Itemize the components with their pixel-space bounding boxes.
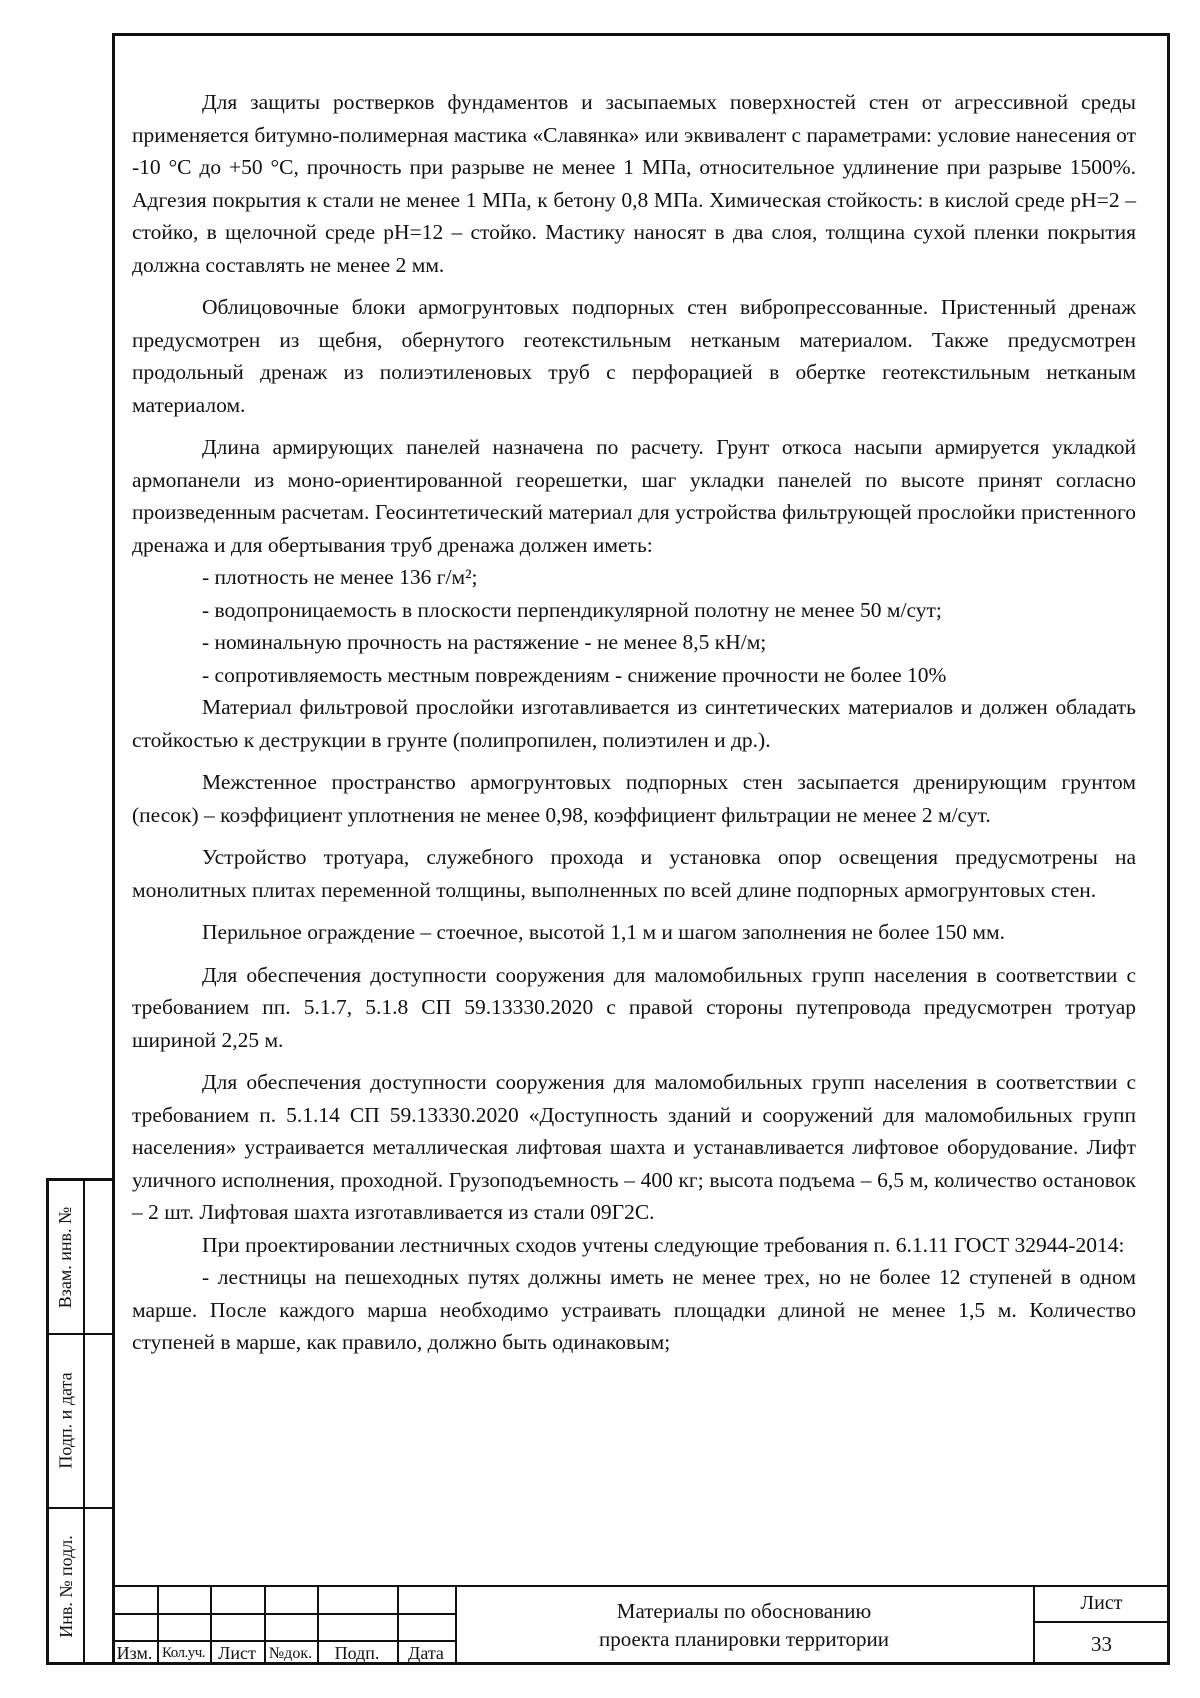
- title-block-sheet-label: Лист: [1080, 1591, 1123, 1614]
- side-stamp-inv-podl: Инв. № подл.: [55, 1534, 76, 1638]
- title-block-col-koluch: Кол.уч.: [161, 1645, 206, 1661]
- paragraph-mastic: Для защиты ростверков фундаментов и засыпаемых поверхностей стен от агрессивной среды применяется битумно-полимерная мастика «Славянка» или эквивалент с параметрами: условие нанесения от -10 °С до +50 °С, прочность при разрыве не менее 1 МПа, относительное удлинение при разрыве 1500%. Адгезия покрытия к стали не менее 1 МПа, к бетону 0,8 МПа. Химическая стойкость: в кислой среде pH=2 – стойко, в щелочной среде pH=12 – стойко. Мастику наносят в два слоя, толщина сухой пленки покрытия должна составлять не менее 2 мм.: [132, 90, 1136, 277]
- paragraph-railing: Перильное ограждение – стоечное, высотой 1,1 м и шагом заполнения не более 150 мм.: [202, 920, 1006, 944]
- paragraph-sidewalk: Устройство тротуара, служебного прохода и установка опор освещения предусмотрены на монолитных плитах переменной толщины, выполненных по всей длине подпорных армогрунтовых стен.: [132, 845, 1136, 902]
- document-body: [132, 86, 1136, 1359]
- side-stamp-podp-data: Подп. и дата: [55, 1371, 76, 1469]
- side-stamp: [46, 1178, 112, 1665]
- list-item-density: - плотность не менее 136 г/м²;: [202, 565, 478, 589]
- paragraph-reinforcing-panels: Длина армирующих панелей назначена по расчету. Грунт откоса насыпи армируется укладкой армопанели из моно-ориентированной георешетки, шаг укладки панелей по высоте принят согласно произведенным расчетам. Геосинтетический материал для устройства фильтрующей прослойки пристенного дренажа и для обертывания труб дренажа должен иметь:: [132, 435, 1136, 557]
- list-item-stairs: - лестницы на пешеходных путях должны иметь не менее трех, но не более 12 ступеней в одном марше. После каждого марша необходимо устраивать площадки длиной не менее 1,5 м. Количество ступеней в марше, как правило, должно быть одинаковым;: [132, 1265, 1136, 1354]
- title-block-title-line1: Материалы по обоснованию: [616, 1599, 872, 1623]
- title-block-col-list: Лист: [218, 1643, 256, 1663]
- paragraph-accessibility-sidewalk: Для обеспечения доступности сооружения для маломобильных групп населения в соответствии с требованием пп. 5.1.7, 5.1.8 СП 59.13330.2020 с правой стороны путепровода предусмотрен тротуар шириной 2,25 м.: [132, 962, 1136, 1052]
- paragraph-facing-blocks: Облицовочные блоки армогрунтовых подпорных стен вибропрессованные. Пристенный дренаж предусмотрен из щебня, обернутого геотекстильным нетканым материалом. Также предусмотрен продольный дренаж из полиэтиленовых труб с перфорацией в обертке геотекстильным нетканым материалом.: [132, 295, 1136, 417]
- title-block: [112, 1585, 1170, 1665]
- paragraph-interwall-space: Межстенное пространство армогрунтовых подпорных стен засыпается дренирующим грунтом (песок) – коэффициент уплотнения не менее 0,98, коэффициент фильтрации не менее 2 м/сут.: [132, 770, 1136, 827]
- list-item-damage-resistance: - сопротивляемость местным повреждениям - снижение прочности не более 10%: [202, 662, 947, 687]
- title-block-col-izm: Изм.: [116, 1643, 153, 1663]
- list-item-strength: - номинальную прочность на растяжение - не менее 8,5 кН/м;: [202, 630, 767, 654]
- title-block-title: [455, 1585, 1033, 1665]
- list-item-permeability: - водопроницаемость в плоскости перпендикулярной полотну не менее 50 м/сут;: [202, 597, 942, 622]
- title-block-col-data: Дата: [408, 1643, 444, 1663]
- title-block-title-line2: проекта планировки территории: [599, 1627, 889, 1651]
- paragraph-elevator: Для обеспечения доступности сооружения для маломобильных групп населения в соответствии с требованием п. 5.1.14 СП 59.13330.2020 «Доступность зданий и сооружений для маломобильных групп населения» устраивается металлическая лифтовая шахта и устанавливается лифтовое оборудование. Лифт уличного исполнения, проходной. Грузоподъемность – 400 кг; высота подъема – 6,5 м, количество остановок – 2 шт. Лифтовая шахта изготавливается из стали 09Г2С.: [132, 1070, 1136, 1224]
- side-stamp-vzam-inv: Взам. инв. №: [55, 1206, 76, 1308]
- title-block-sheet-number: 33: [1091, 1631, 1112, 1656]
- title-block-col-ndok: №док.: [268, 1644, 313, 1662]
- title-block-col-podp: Подп.: [334, 1643, 380, 1663]
- paragraph-stairs-requirements: При проектировании лестничных сходов учтены следующие требования п. 6.1.11 ГОСТ 32944-2014:: [202, 1232, 1125, 1257]
- paragraph-filter-material: Материал фильтровой прослойки изготавливается из синтетических материалов и должен обладать стойкостью к деструкции в грунте (полипропилен, полиэтилен и др.).: [132, 695, 1136, 752]
